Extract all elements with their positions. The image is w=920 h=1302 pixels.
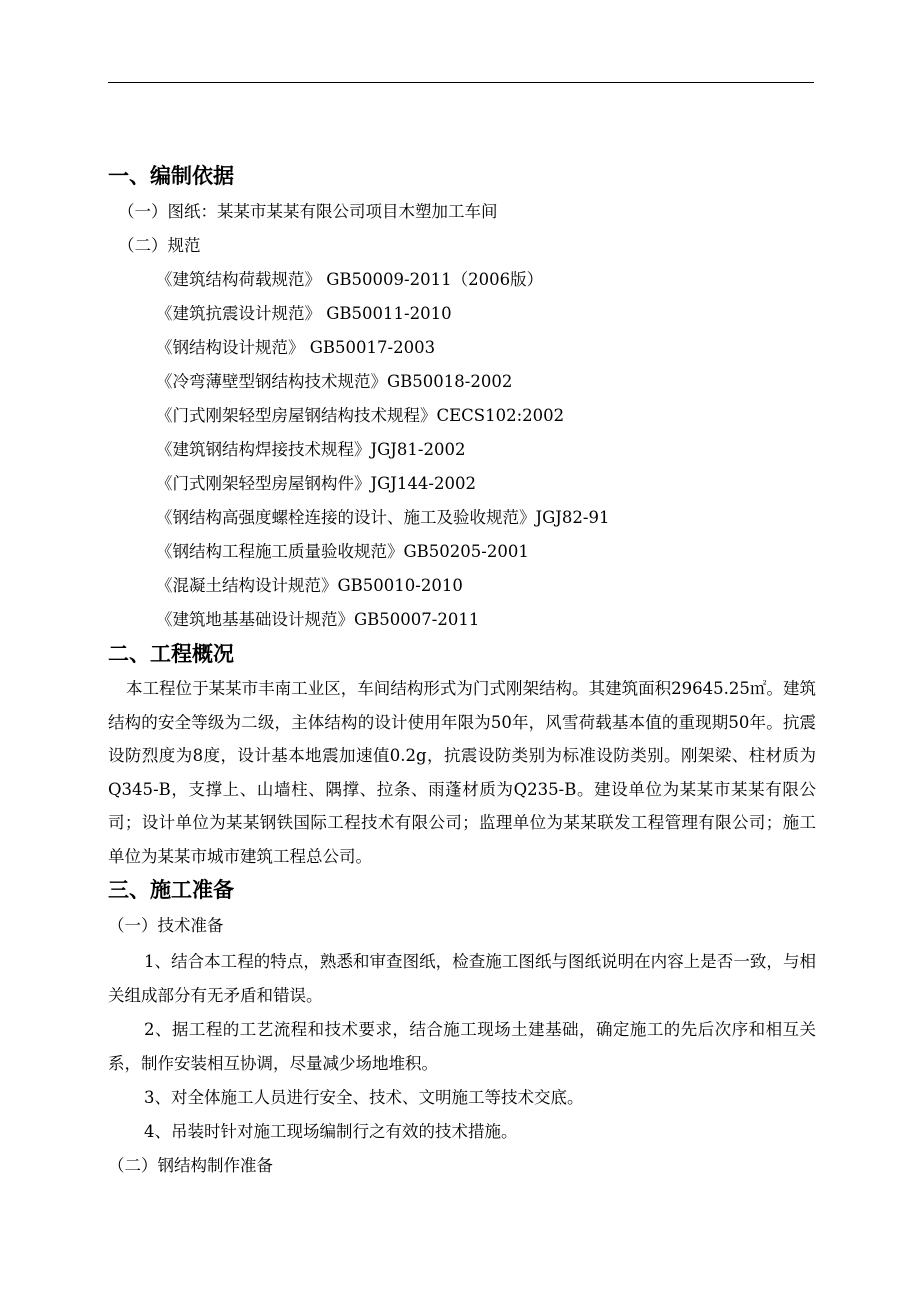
section-2-heading: 二、工程概况 (108, 642, 234, 666)
prep-paragraph-4: 4、吊装时针对施工现场编制行之有效的技术措施。 (144, 1122, 518, 1141)
prep-paragraph-1: 1、结合本工程的特点，熟悉和审查图纸，检查施工图纸与图纸说明在内容上是否一致，与相关组成部分有无矛盾和错误。 (108, 952, 816, 1005)
drawings-item: （一）图纸：某某市某某有限公司项目木塑加工车间 (118, 202, 498, 221)
norm-item: 《建筑地基基础设计规范》GB50007-2011 (156, 610, 480, 629)
norms-subheading: （二）规范 (118, 236, 201, 255)
section-1-heading: 一、编制依据 (108, 164, 234, 188)
norm-item: 《钢结构设计规范》 GB50017-2003 (156, 338, 436, 357)
norm-item: 《建筑结构荷载规范》 GB50009-2011（2006版） (156, 270, 544, 289)
prep-paragraph-3: 3、对全体施工人员进行安全、技术、文明施工等技术交底。 (144, 1088, 584, 1107)
norm-item: 《钢结构工程施工质量验收规范》GB50205-2001 (156, 542, 529, 561)
norm-item: 《门式刚架轻型房屋钢结构技术规程》CECS102:2002 (156, 406, 565, 425)
norm-item: 《门式刚架轻型房屋钢构件》JGJ144-2002 (156, 474, 476, 493)
norm-item: 《冷弯薄壁型钢结构技术规范》GB50018-2002 (156, 372, 513, 391)
prep-paragraph-2: 2、据工程的工艺流程和技术要求，结合施工现场土建基础，确定施工的先后次序和相互关系，制作安装相互协调，尽量减少场地堆积。 (108, 1020, 816, 1073)
norm-item: 《混凝土结构设计规范》GB50010-2010 (156, 576, 463, 595)
norm-item: 《建筑抗震设计规范》 GB50011-2010 (156, 304, 452, 323)
technical-prep-subheading: （一）技术准备 (108, 916, 224, 935)
header-rule (108, 82, 814, 83)
project-overview-paragraph: 本工程位于某某市丰南工业区，车间结构形式为门式刚架结构。其建筑面积29645.25㎡。建筑结构的安全等级为二级，主体结构的设计使用年限为50年，风雪荷载基本值的重现期50年。抗震设防烈度为8度，设计基本地震加速值0.2g，抗震设防类别为标准设防类别。刚架梁、柱材质为Q345-B，支撑上、山墙柱、隅撑、拉条、雨蓬材质为Q235-B。建设单位为某某市某某有限公司；设计单位为某某钢铁国际工程技术有限公司；监理单位为某某联发工程管理有限公司；施工单位为某某市城市建筑工程总公司。 (108, 679, 816, 866)
norm-item: 《建筑钢结构焊接技术规程》JGJ81-2002 (156, 440, 466, 459)
norm-item: 《钢结构高强度螺栓连接的设计、施工及验收规范》JGJ82-91 (156, 508, 610, 527)
section-3-heading: 三、施工准备 (108, 878, 234, 902)
steel-fabrication-prep-subheading: （二）钢结构制作准备 (108, 1156, 273, 1175)
